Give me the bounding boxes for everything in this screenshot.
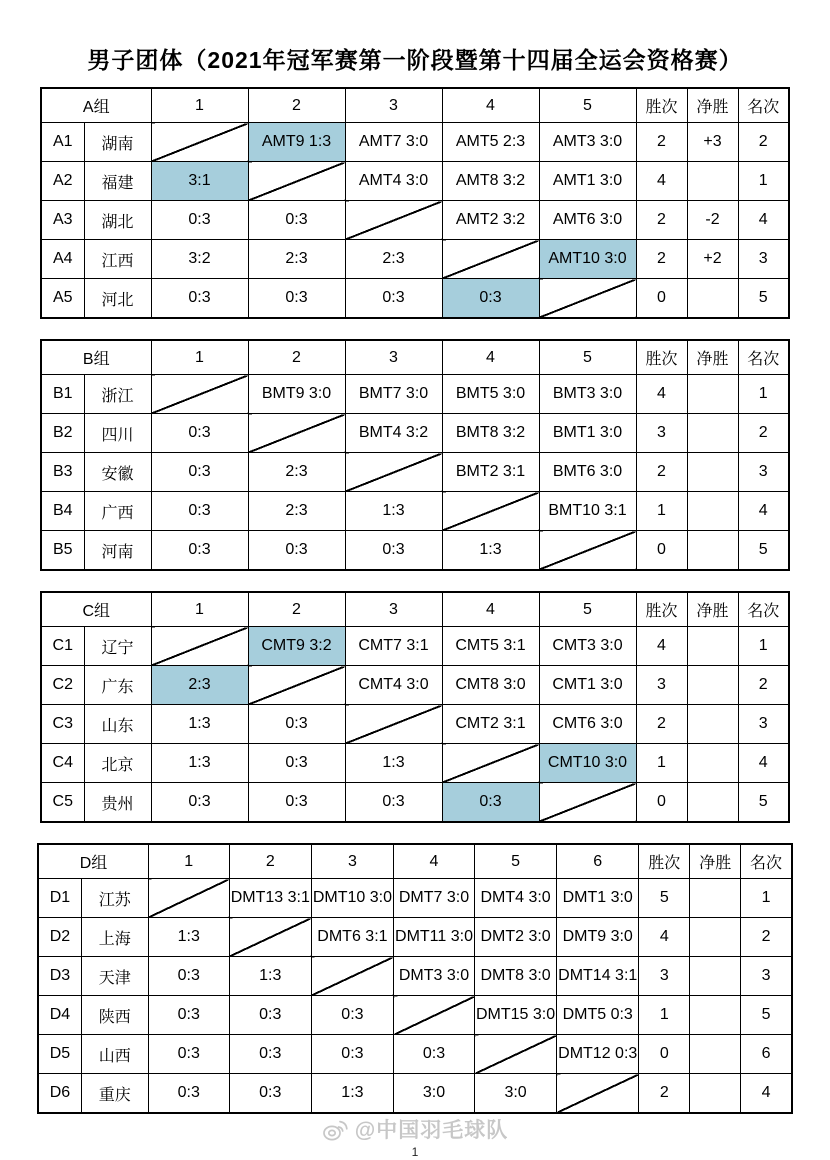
team-name-cell: 山西 bbox=[81, 1035, 148, 1074]
match-result-cell: 2:3 bbox=[248, 492, 345, 531]
match-result-cell: BMT5 3:0 bbox=[442, 375, 539, 414]
tables-container bbox=[0, 87, 830, 1114]
team-name-cell: 重庆 bbox=[81, 1074, 148, 1114]
team-name-cell: 浙江 bbox=[84, 375, 151, 414]
match-result-cell: CMT2 3:1 bbox=[442, 705, 539, 744]
match-result-cell: BMT1 3:0 bbox=[539, 414, 636, 453]
match-column-header: 6 bbox=[557, 844, 639, 879]
row-id-cell: A4 bbox=[41, 240, 84, 279]
match-result-cell: CMT10 3:0 bbox=[539, 744, 636, 783]
net-cell bbox=[690, 879, 741, 918]
diagonal-cell bbox=[539, 783, 636, 823]
match-result-cell: 0:3 bbox=[229, 1074, 311, 1114]
header-row bbox=[41, 340, 789, 375]
wins-cell: 4 bbox=[639, 918, 690, 957]
wins-cell: 4 bbox=[636, 375, 687, 414]
match-result-cell: CMT8 3:0 bbox=[442, 666, 539, 705]
wins-header: 胜次 bbox=[636, 88, 687, 123]
net-cell bbox=[687, 783, 738, 823]
match-result-cell: 1:3 bbox=[148, 918, 229, 957]
rank-cell: 6 bbox=[741, 1035, 792, 1074]
page-title: 男子团体（2021年冠军赛第一阶段暨第十四届全运会资格赛） bbox=[87, 47, 743, 73]
match-result-cell: 0:3 bbox=[151, 453, 248, 492]
diagonal-cell bbox=[539, 279, 636, 319]
header-row bbox=[41, 88, 789, 123]
match-result-cell: 3:0 bbox=[475, 1074, 557, 1114]
wins-header: 胜次 bbox=[636, 592, 687, 627]
team-name-cell: 江苏 bbox=[81, 879, 148, 918]
table-row bbox=[38, 918, 792, 957]
match-result-cell: AMT2 3:2 bbox=[442, 201, 539, 240]
match-result-cell: 0:3 bbox=[151, 783, 248, 823]
table-row bbox=[41, 492, 789, 531]
match-result-cell: BMT4 3:2 bbox=[345, 414, 442, 453]
team-name-cell: 北京 bbox=[84, 744, 151, 783]
header-row bbox=[41, 592, 789, 627]
wins-header: 胜次 bbox=[639, 844, 690, 879]
match-result-cell: 0:3 bbox=[148, 957, 229, 996]
net-header: 净胜 bbox=[687, 340, 738, 375]
wins-cell: 2 bbox=[636, 240, 687, 279]
diagonal-cell bbox=[475, 1035, 557, 1074]
row-id-cell: D4 bbox=[38, 996, 81, 1035]
match-result-cell: 0:3 bbox=[248, 279, 345, 319]
match-result-cell: DMT4 3:0 bbox=[475, 879, 557, 918]
match-result-cell: 0:3 bbox=[248, 531, 345, 571]
wins-cell: 1 bbox=[636, 492, 687, 531]
table-row bbox=[38, 996, 792, 1035]
match-result-cell: BMT10 3:1 bbox=[539, 492, 636, 531]
match-column-header: 1 bbox=[151, 592, 248, 627]
group-d-table bbox=[37, 843, 793, 1114]
net-cell bbox=[690, 957, 741, 996]
match-result-cell: 0:3 bbox=[345, 279, 442, 319]
match-result-cell: DMT2 3:0 bbox=[475, 918, 557, 957]
match-result-cell: 2:3 bbox=[151, 666, 248, 705]
match-result-cell: CMT7 3:1 bbox=[345, 627, 442, 666]
match-result-cell: BMT7 3:0 bbox=[345, 375, 442, 414]
match-result-cell: DMT6 3:1 bbox=[311, 918, 393, 957]
net-cell: -2 bbox=[687, 201, 738, 240]
diagonal-cell bbox=[345, 705, 442, 744]
net-cell bbox=[687, 414, 738, 453]
table-row bbox=[41, 666, 789, 705]
group-a-table bbox=[40, 87, 790, 319]
net-cell bbox=[690, 918, 741, 957]
watermark bbox=[0, 1114, 830, 1144]
match-result-cell: 1:3 bbox=[345, 744, 442, 783]
rank-cell: 4 bbox=[738, 492, 789, 531]
match-result-cell: DMT13 3:1 bbox=[229, 879, 311, 918]
row-id-cell: B2 bbox=[41, 414, 84, 453]
match-result-cell: BMT6 3:0 bbox=[539, 453, 636, 492]
rank-cell: 2 bbox=[741, 918, 792, 957]
rank-cell: 2 bbox=[738, 123, 789, 162]
wins-cell: 2 bbox=[636, 123, 687, 162]
team-name-cell: 湖南 bbox=[84, 123, 151, 162]
team-name-cell: 广西 bbox=[84, 492, 151, 531]
row-id-cell: A3 bbox=[41, 201, 84, 240]
wins-cell: 0 bbox=[636, 531, 687, 571]
match-column-header: 3 bbox=[311, 844, 393, 879]
match-result-cell: AMT3 3:0 bbox=[539, 123, 636, 162]
net-cell bbox=[687, 279, 738, 319]
diagonal-cell bbox=[151, 627, 248, 666]
table-row bbox=[41, 705, 789, 744]
watermark-text: @中国羽毛球队 bbox=[354, 1119, 509, 1142]
wins-cell: 0 bbox=[636, 279, 687, 319]
match-column-header: 3 bbox=[345, 88, 442, 123]
net-cell bbox=[690, 1035, 741, 1074]
table-row bbox=[38, 957, 792, 996]
diagonal-cell bbox=[248, 414, 345, 453]
row-id-cell: B3 bbox=[41, 453, 84, 492]
match-result-cell: AMT5 2:3 bbox=[442, 123, 539, 162]
diagonal-cell bbox=[557, 1074, 639, 1114]
match-result-cell: DMT15 3:0 bbox=[475, 996, 557, 1035]
match-column-header: 2 bbox=[248, 340, 345, 375]
table-row bbox=[41, 201, 789, 240]
wins-cell: 4 bbox=[636, 627, 687, 666]
match-result-cell: BMT2 3:1 bbox=[442, 453, 539, 492]
row-id-cell: C4 bbox=[41, 744, 84, 783]
table-row bbox=[38, 879, 792, 918]
table-row bbox=[41, 279, 789, 319]
wins-cell: 0 bbox=[636, 783, 687, 823]
match-result-cell: 0:3 bbox=[345, 783, 442, 823]
net-header: 净胜 bbox=[687, 592, 738, 627]
team-name-cell: 陕西 bbox=[81, 996, 148, 1035]
match-result-cell: 1:3 bbox=[442, 531, 539, 571]
net-cell bbox=[687, 375, 738, 414]
match-result-cell: DMT8 3:0 bbox=[475, 957, 557, 996]
match-result-cell: 0:3 bbox=[229, 996, 311, 1035]
group-b-table bbox=[40, 339, 790, 571]
match-column-header: 1 bbox=[148, 844, 229, 879]
match-column-header: 5 bbox=[475, 844, 557, 879]
match-result-cell: AMT8 3:2 bbox=[442, 162, 539, 201]
wins-header: 胜次 bbox=[636, 340, 687, 375]
team-name-cell: 上海 bbox=[81, 918, 148, 957]
diagonal-cell bbox=[442, 744, 539, 783]
net-cell bbox=[687, 531, 738, 571]
rank-cell: 5 bbox=[738, 783, 789, 823]
team-name-cell: 河北 bbox=[84, 279, 151, 319]
match-column-header: 4 bbox=[442, 88, 539, 123]
table-row bbox=[41, 414, 789, 453]
match-result-cell: CMT6 3:0 bbox=[539, 705, 636, 744]
team-name-cell: 福建 bbox=[84, 162, 151, 201]
match-column-header: 2 bbox=[248, 592, 345, 627]
diagonal-cell bbox=[151, 123, 248, 162]
net-cell bbox=[690, 996, 741, 1035]
match-result-cell: 0:3 bbox=[248, 705, 345, 744]
match-result-cell: 0:3 bbox=[248, 783, 345, 823]
wins-cell: 2 bbox=[636, 453, 687, 492]
net-header: 净胜 bbox=[687, 88, 738, 123]
net-cell bbox=[687, 492, 738, 531]
match-result-cell: BMT3 3:0 bbox=[539, 375, 636, 414]
match-column-header: 2 bbox=[229, 844, 311, 879]
rank-header: 名次 bbox=[738, 592, 789, 627]
diagonal-cell bbox=[248, 666, 345, 705]
diagonal-cell bbox=[345, 201, 442, 240]
match-result-cell: AMT6 3:0 bbox=[539, 201, 636, 240]
net-header: 净胜 bbox=[690, 844, 741, 879]
team-name-cell: 天津 bbox=[81, 957, 148, 996]
team-name-cell: 江西 bbox=[84, 240, 151, 279]
team-name-cell: 湖北 bbox=[84, 201, 151, 240]
match-result-cell: BMT9 3:0 bbox=[248, 375, 345, 414]
diagonal-cell bbox=[394, 996, 475, 1035]
match-result-cell: 0:3 bbox=[151, 492, 248, 531]
match-result-cell: 0:3 bbox=[442, 279, 539, 319]
match-result-cell: AMT4 3:0 bbox=[345, 162, 442, 201]
diagonal-cell bbox=[311, 957, 393, 996]
match-column-header: 5 bbox=[539, 592, 636, 627]
rank-cell: 3 bbox=[738, 240, 789, 279]
match-result-cell: CMT3 3:0 bbox=[539, 627, 636, 666]
wins-cell: 2 bbox=[636, 201, 687, 240]
match-result-cell: 1:3 bbox=[151, 705, 248, 744]
row-id-cell: D3 bbox=[38, 957, 81, 996]
match-result-cell: AMT1 3:0 bbox=[539, 162, 636, 201]
match-result-cell: CMT1 3:0 bbox=[539, 666, 636, 705]
match-result-cell: AMT7 3:0 bbox=[345, 123, 442, 162]
match-result-cell: DMT12 0:3 bbox=[557, 1035, 639, 1074]
row-id-cell: B1 bbox=[41, 375, 84, 414]
group-c-table bbox=[40, 591, 790, 823]
rank-cell: 5 bbox=[741, 996, 792, 1035]
match-column-header: 3 bbox=[345, 340, 442, 375]
match-result-cell: DMT1 3:0 bbox=[557, 879, 639, 918]
match-result-cell: BMT8 3:2 bbox=[442, 414, 539, 453]
match-result-cell: 0:3 bbox=[151, 414, 248, 453]
match-result-cell: 0:3 bbox=[148, 996, 229, 1035]
match-result-cell: CMT5 3:1 bbox=[442, 627, 539, 666]
row-id-cell: B5 bbox=[41, 531, 84, 571]
match-result-cell: 3:0 bbox=[394, 1074, 475, 1114]
match-result-cell: 0:3 bbox=[151, 201, 248, 240]
table-row bbox=[38, 1074, 792, 1114]
rank-cell: 1 bbox=[741, 879, 792, 918]
rank-cell: 4 bbox=[741, 1074, 792, 1114]
table-row bbox=[41, 240, 789, 279]
table-row bbox=[38, 1035, 792, 1074]
table-row bbox=[41, 744, 789, 783]
diagonal-cell bbox=[148, 879, 229, 918]
row-id-cell: C3 bbox=[41, 705, 84, 744]
rank-header: 名次 bbox=[738, 88, 789, 123]
row-id-cell: D5 bbox=[38, 1035, 81, 1074]
wins-cell: 3 bbox=[636, 414, 687, 453]
wins-cell: 2 bbox=[636, 705, 687, 744]
match-result-cell: 0:3 bbox=[229, 1035, 311, 1074]
net-cell bbox=[687, 705, 738, 744]
page-number: 1 bbox=[411, 1145, 419, 1159]
net-cell: +3 bbox=[687, 123, 738, 162]
match-result-cell: 0:3 bbox=[394, 1035, 475, 1074]
table-row bbox=[41, 453, 789, 492]
match-result-cell: DMT3 3:0 bbox=[394, 957, 475, 996]
match-result-cell: DMT14 3:1 bbox=[557, 957, 639, 996]
rank-cell: 1 bbox=[738, 627, 789, 666]
match-result-cell: 2:3 bbox=[345, 240, 442, 279]
diagonal-cell bbox=[229, 918, 311, 957]
diagonal-cell bbox=[442, 240, 539, 279]
net-cell bbox=[687, 162, 738, 201]
team-name-cell: 贵州 bbox=[84, 783, 151, 823]
match-result-cell: DMT5 0:3 bbox=[557, 996, 639, 1035]
rank-cell: 3 bbox=[741, 957, 792, 996]
group-name-header: D组 bbox=[38, 844, 148, 879]
match-result-cell: AMT10 3:0 bbox=[539, 240, 636, 279]
rank-cell: 5 bbox=[738, 531, 789, 571]
wins-cell: 5 bbox=[639, 879, 690, 918]
match-result-cell: DMT10 3:0 bbox=[311, 879, 393, 918]
group-name-header: C组 bbox=[41, 592, 151, 627]
rank-cell: 4 bbox=[738, 744, 789, 783]
group-name-header: B组 bbox=[41, 340, 151, 375]
match-result-cell: 0:3 bbox=[148, 1035, 229, 1074]
match-result-cell: 2:3 bbox=[248, 453, 345, 492]
match-column-header: 3 bbox=[345, 592, 442, 627]
match-column-header: 1 bbox=[151, 88, 248, 123]
row-id-cell: B4 bbox=[41, 492, 84, 531]
team-name-cell: 四川 bbox=[84, 414, 151, 453]
match-column-header: 5 bbox=[539, 340, 636, 375]
rank-header: 名次 bbox=[738, 340, 789, 375]
match-column-header: 5 bbox=[539, 88, 636, 123]
team-name-cell: 辽宁 bbox=[84, 627, 151, 666]
rank-cell: 5 bbox=[738, 279, 789, 319]
match-result-cell: 1:3 bbox=[345, 492, 442, 531]
match-result-cell: 1:3 bbox=[151, 744, 248, 783]
weibo-icon bbox=[322, 1117, 349, 1142]
net-cell bbox=[687, 666, 738, 705]
rank-cell: 1 bbox=[738, 162, 789, 201]
group-name-header: A组 bbox=[41, 88, 151, 123]
match-result-cell: DMT7 3:0 bbox=[394, 879, 475, 918]
diagonal-cell bbox=[442, 492, 539, 531]
match-result-cell: 1:3 bbox=[229, 957, 311, 996]
net-cell bbox=[690, 1074, 741, 1114]
wins-cell: 1 bbox=[639, 996, 690, 1035]
table-row bbox=[41, 162, 789, 201]
net-cell bbox=[687, 744, 738, 783]
table-row bbox=[41, 375, 789, 414]
diagonal-cell bbox=[539, 531, 636, 571]
wins-cell: 3 bbox=[636, 666, 687, 705]
match-result-cell: 3:2 bbox=[151, 240, 248, 279]
match-result-cell: 2:3 bbox=[248, 240, 345, 279]
team-name-cell: 河南 bbox=[84, 531, 151, 571]
rank-cell: 3 bbox=[738, 705, 789, 744]
match-column-header: 4 bbox=[442, 592, 539, 627]
rank-cell: 4 bbox=[738, 201, 789, 240]
row-id-cell: C2 bbox=[41, 666, 84, 705]
match-result-cell: 0:3 bbox=[311, 1035, 393, 1074]
match-column-header: 2 bbox=[248, 88, 345, 123]
row-id-cell: A2 bbox=[41, 162, 84, 201]
net-cell bbox=[687, 453, 738, 492]
net-cell bbox=[687, 627, 738, 666]
match-result-cell: AMT9 1:3 bbox=[248, 123, 345, 162]
wins-cell: 3 bbox=[639, 957, 690, 996]
match-result-cell: CMT4 3:0 bbox=[345, 666, 442, 705]
table-row bbox=[41, 531, 789, 571]
match-result-cell: 0:3 bbox=[248, 201, 345, 240]
table-row bbox=[41, 783, 789, 823]
match-result-cell: 0:3 bbox=[248, 744, 345, 783]
match-result-cell: 0:3 bbox=[311, 996, 393, 1035]
wins-cell: 2 bbox=[639, 1074, 690, 1114]
table-row bbox=[41, 627, 789, 666]
wins-cell: 1 bbox=[636, 744, 687, 783]
diagonal-cell bbox=[248, 162, 345, 201]
match-result-cell: DMT11 3:0 bbox=[394, 918, 475, 957]
match-column-header: 1 bbox=[151, 340, 248, 375]
row-id-cell: A1 bbox=[41, 123, 84, 162]
wins-cell: 0 bbox=[639, 1035, 690, 1074]
match-result-cell: 0:3 bbox=[151, 531, 248, 571]
wins-cell: 4 bbox=[636, 162, 687, 201]
match-column-header: 4 bbox=[442, 340, 539, 375]
match-result-cell: 1:3 bbox=[311, 1074, 393, 1114]
table-row bbox=[41, 123, 789, 162]
match-result-cell: 0:3 bbox=[148, 1074, 229, 1114]
diagonal-cell bbox=[345, 453, 442, 492]
header-row bbox=[38, 844, 792, 879]
row-id-cell: C1 bbox=[41, 627, 84, 666]
team-name-cell: 山东 bbox=[84, 705, 151, 744]
match-result-cell: 0:3 bbox=[442, 783, 539, 823]
match-result-cell: DMT9 3:0 bbox=[557, 918, 639, 957]
row-id-cell: D1 bbox=[38, 879, 81, 918]
diagonal-cell bbox=[151, 375, 248, 414]
rank-cell: 3 bbox=[738, 453, 789, 492]
rank-header: 名次 bbox=[741, 844, 792, 879]
rank-cell: 2 bbox=[738, 666, 789, 705]
row-id-cell: A5 bbox=[41, 279, 84, 319]
row-id-cell: C5 bbox=[41, 783, 84, 823]
rank-cell: 2 bbox=[738, 414, 789, 453]
net-cell: +2 bbox=[687, 240, 738, 279]
match-result-cell: 0:3 bbox=[345, 531, 442, 571]
row-id-cell: D6 bbox=[38, 1074, 81, 1114]
match-result-cell: CMT9 3:2 bbox=[248, 627, 345, 666]
row-id-cell: D2 bbox=[38, 918, 81, 957]
match-column-header: 4 bbox=[394, 844, 475, 879]
match-result-cell: 3:1 bbox=[151, 162, 248, 201]
rank-cell: 1 bbox=[738, 375, 789, 414]
team-name-cell: 安徽 bbox=[84, 453, 151, 492]
team-name-cell: 广东 bbox=[84, 666, 151, 705]
match-result-cell: 0:3 bbox=[151, 279, 248, 319]
